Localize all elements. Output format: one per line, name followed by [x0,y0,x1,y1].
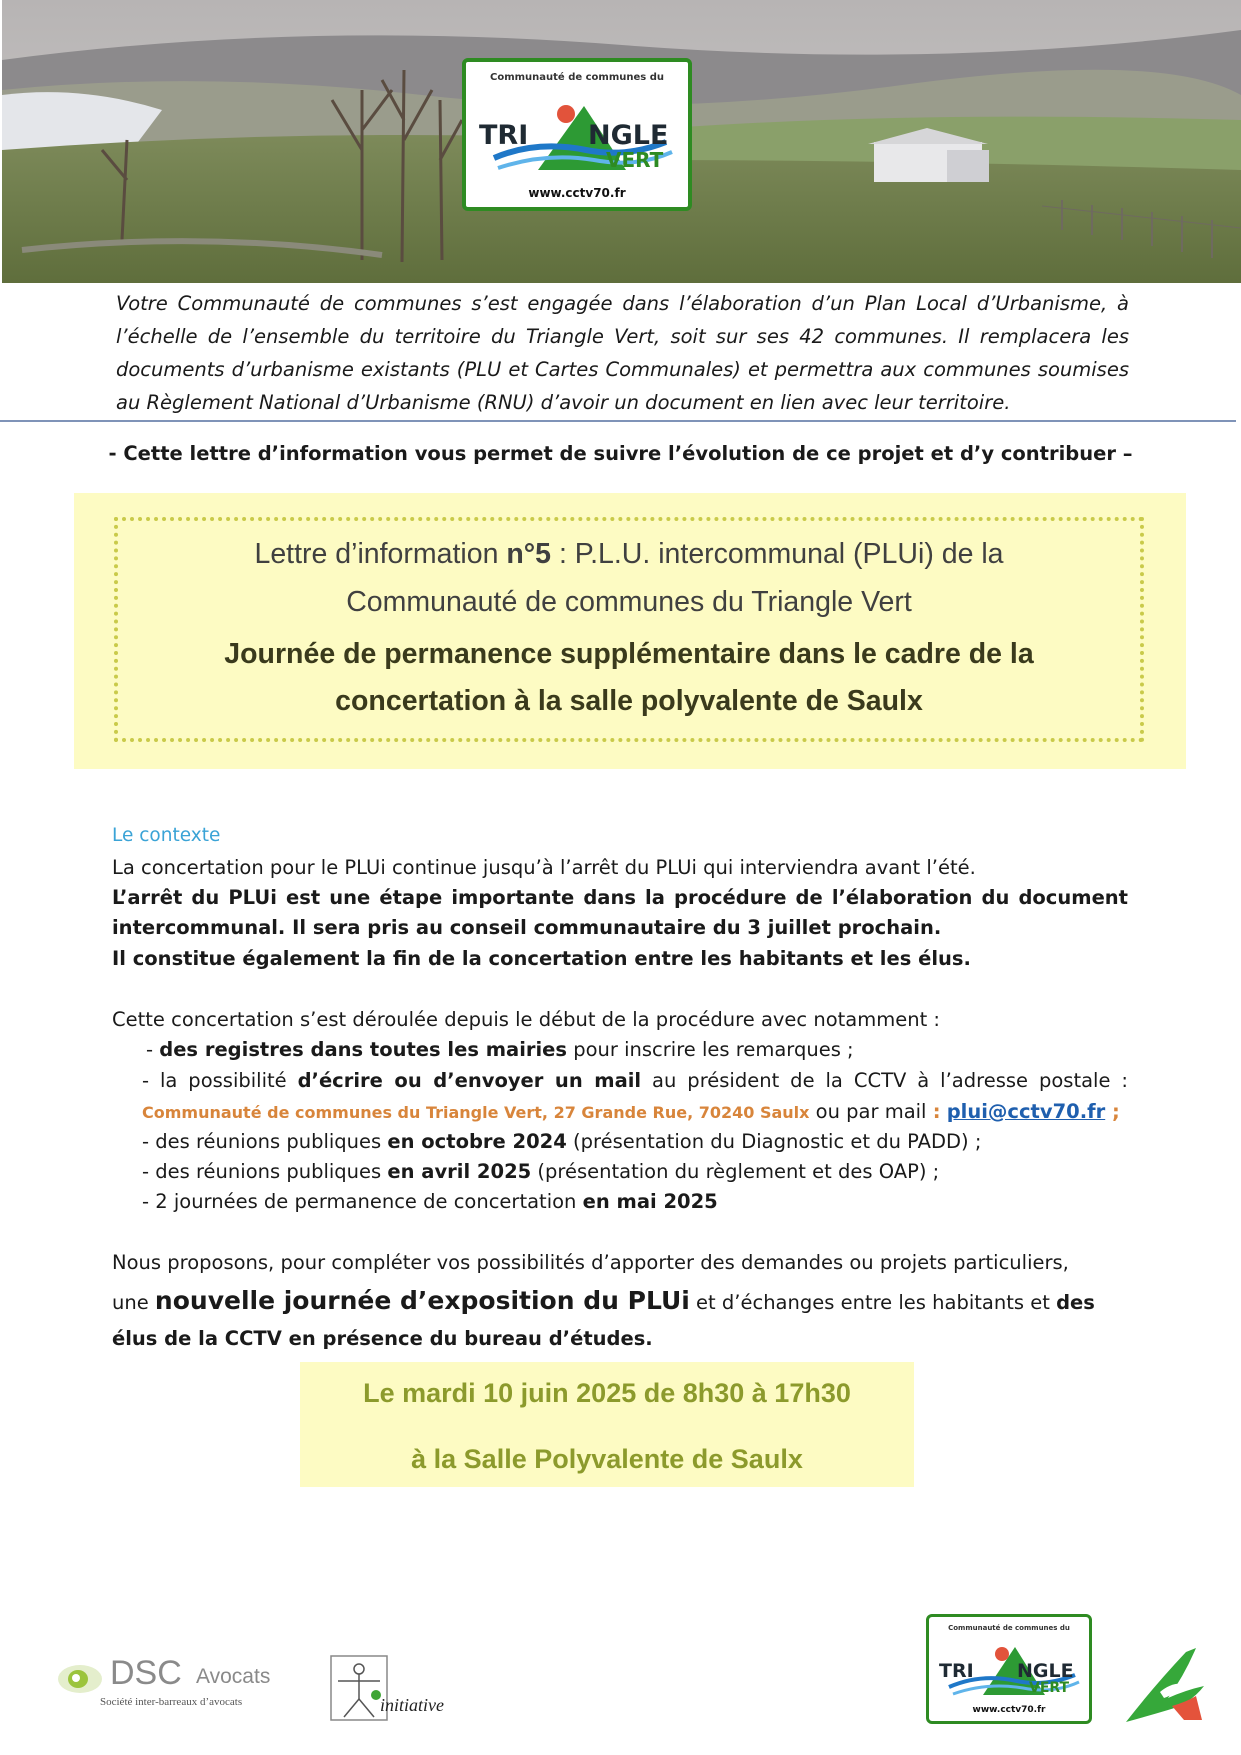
item2-post: au président de la CCTV à l’adresse postale : [641,1069,1128,1092]
logo-top-text: Communauté de communes du [490,72,664,83]
logo-brand-left: TRI [479,120,529,151]
context-p3: Il constitue également la fin de la concertation entre les habitants et les élus. [112,947,971,970]
list-item-address [142,1097,1128,1128]
initiative-logo[interactable] [330,1655,452,1723]
event-place: à la Salle Polyvalente de Saulx [411,1444,803,1474]
logo-brand-right: NGLE [588,120,669,151]
item1-pre: - [146,1038,160,1061]
item4-bold: en avril 2025 [387,1160,532,1183]
title-line-4: concertation à la salle polyvalente de Saulx [335,685,923,717]
item3-pre: - des réunions publiques [142,1130,388,1153]
dsc-avocats: Avocats [196,1665,271,1688]
item1-bold: des registres dans toutes les mairies [159,1038,568,1061]
dsc-subtitle: Société inter-barreaux d’avocats [100,1696,243,1708]
logo-brand-right: NGLE [1017,1660,1074,1682]
item2-pre: - la possibilité [142,1069,298,1092]
title-line-2: Communauté de communes du Triangle Vert [346,586,912,618]
item4-pre: - des réunions publiques [142,1160,388,1183]
item5-pre: - 2 journées de permanence de concertation [142,1190,583,1213]
email-link[interactable]: plui@cctv70.fr [946,1100,1106,1123]
proposal-line-3: élus de la CCTV en présence du bureau d’études. [112,1327,653,1350]
item2-colon: : [932,1100,941,1123]
proposal2-pre: une [112,1291,155,1314]
list-item [142,1187,1128,1217]
event-date: Le mardi 10 juin 2025 de 8h30 à 17h30 [363,1378,851,1408]
newsletter-tagline: - Cette lettre d’information vous permet de suivre l’évolution de ce projet et d’y contribuer – [108,442,1133,465]
green-a-emblem-icon [1124,1646,1210,1724]
intro-divider [0,420,1236,422]
title-line1-post: : P.L.U. intercommunal (PLUi) de la [551,538,1004,570]
proposal-line-2 [112,1286,1128,1318]
context-list-intro: Cette concertation s’est déroulée depuis le début de la procédure avec notamment : [112,1008,940,1031]
proposal-line-1: Nous proposons, pour compléter vos possibilités d’apporter des demandes ou projets particuliers, [112,1251,1069,1274]
item3-bold: en octobre 2024 [387,1130,567,1153]
context-heading: Le contexte [112,825,221,846]
list-item [142,1157,1128,1187]
title-line-3: Journée de permanence supplémentaire dans le cadre de la [224,638,1034,670]
logo-brand-sub: VERT [606,148,664,172]
proposal2-bold: des [1056,1291,1095,1314]
item3-post: (présentation du Diagnostic et du PADD) ; [566,1130,982,1153]
title-line1-pre: Lettre d’information [254,538,507,570]
dsc-name: DSC [110,1654,182,1692]
item4-post: (présentation du règlement et des OAP) ; [531,1160,940,1183]
proposal2-mid: et d’échanges entre les habitants et [689,1291,1057,1314]
logo-brand-left: TRI [939,1660,974,1682]
context-p2: L’arrêt du PLUi est une étape importante dans la procédure de l’élaboration du document intercommunal. Il sera pris au conseil communautaire du 3 juillet prochain. [112,886,1128,939]
list-item [146,1035,1126,1065]
initiative-label: initiative [380,1695,444,1715]
logo-url: www.cctv70.fr [972,1705,1046,1715]
postal-address: Communauté de communes du Triangle Vert, 27 Grande Rue, 70240 Saulx [142,1103,810,1122]
intro-paragraph: Votre Communauté de communes s’est engagée dans l’élaboration d’un Plan Local d’Urbanisme, à l’échelle de l’ensemble du territoire du Triangle Vert, soit sur ses 42 communes. Il remplacera les documents d’urbanisme existants (PLU et Cartes Communales) et permettra aux communes soumises au Règlement National d’Urbanisme (RNU) d’avoir un document en lien avec leur territoire. [116,292,1129,414]
item5-bold: en mai 2025 [582,1190,718,1213]
list-item [142,1066,1128,1096]
logo-brand-sub: VERT [1029,1680,1070,1696]
item1-post: pour inscrire les remarques ; [567,1038,854,1061]
cctv-logo-header[interactable] [462,58,692,211]
newsletter-number: n°5 [506,538,552,570]
logo-url: www.cctv70.fr [528,186,626,200]
item2-bold: d’écrire ou d’envoyer un mail [297,1069,642,1092]
item2-end: ; [1105,1100,1120,1123]
proposal2-highlight: nouvelle journée d’exposition du PLUi [154,1286,690,1315]
title-line-1 [114,538,1144,571]
dsc-avocats-logo[interactable] [56,1652,286,1714]
dsc-leaf-icon [56,1660,106,1698]
logo-top-text: Communauté de communes du [948,1624,1070,1632]
cctv-logo-footer[interactable] [926,1614,1092,1724]
item2-mail-pre: ou par mail [809,1100,933,1123]
context-p1: La concertation pour le PLUi continue jusqu’à l’arrêt du PLUi qui interviendra avant l’été. [112,856,976,879]
list-item [142,1127,1128,1157]
